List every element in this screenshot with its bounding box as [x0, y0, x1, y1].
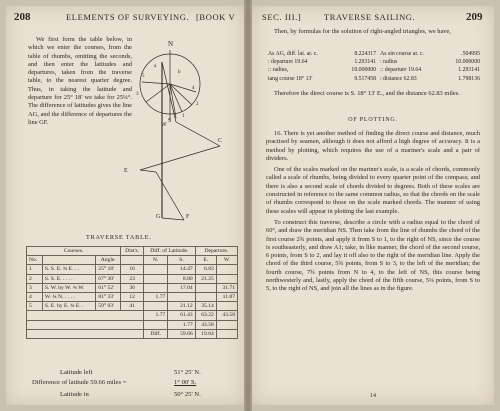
cell: [143, 283, 167, 292]
cell: 6.83: [195, 265, 216, 274]
intro-text: We first form the table below, in which we enter the courses, from the table of rhumbs, omitting the seconds, and then enter the latitudes and departures, taken from the traverse table, to the nearest quarter degree. Thus, in taking the latitude and departure for 25° 18' we take for 25¼°. The difference of latitudes gives the line AG, and the difference of departures the line GF.: [28, 36, 132, 126]
diff-row: [27, 329, 238, 338]
cell: 81° 33': [96, 292, 121, 301]
label-4: 4: [192, 86, 195, 91]
traverse-table: [26, 246, 238, 339]
cell: 9.517458: [354, 75, 377, 82]
cell: tang course 18° 13': [268, 75, 313, 82]
cell: 1.77: [143, 311, 167, 320]
section-title: OF PLOTTING.: [348, 117, 398, 123]
cell: [143, 274, 167, 283]
cell: 1.293141: [458, 67, 480, 74]
cell: [195, 283, 216, 292]
col-dists: Dist's.: [121, 247, 144, 256]
label-S: S: [168, 118, 172, 124]
cell: 2: [27, 274, 43, 283]
cell: 11.87: [216, 292, 237, 301]
cell: 59° 03': [96, 302, 121, 311]
cell: 61° 52': [96, 283, 121, 292]
totals-row: [27, 311, 238, 320]
cell: [168, 292, 195, 301]
table-row: [27, 265, 238, 274]
label-W: W: [161, 122, 167, 128]
cell: [216, 320, 237, 329]
cell: 1: [27, 265, 43, 274]
col-N: N.: [143, 256, 167, 265]
cell: 4: [27, 292, 43, 301]
conclusion-text: Therefore the direct course is S. 18° 13' E., and the distance 62.83 miles.: [274, 90, 460, 97]
cell: S. E. by E. ¾ E. .: [42, 302, 95, 311]
col-dist-blank: [121, 256, 144, 265]
cell: 1.293141: [354, 59, 377, 66]
cell: 43.58: [195, 320, 216, 329]
line-GF: [162, 218, 184, 220]
cell: [216, 274, 237, 283]
cell: :: departure: [380, 67, 407, 74]
col-course-blank: [42, 256, 95, 265]
label-1: 1: [182, 114, 185, 119]
cell: 31.71: [216, 283, 237, 292]
left-page: [6, 6, 244, 405]
cell: S. S. E. ¾ E. . .: [42, 265, 95, 274]
col-W: W.: [216, 256, 237, 265]
cell: 10.000000: [351, 67, 377, 74]
right-page-number: 209: [466, 11, 483, 23]
cell: : distance: [380, 75, 403, 82]
col-E: E.: [195, 256, 216, 265]
left-running-header: ELEMENTS OF SURVEYING.: [66, 12, 190, 22]
label-F: F: [186, 214, 190, 220]
cell: 1.77: [168, 320, 195, 329]
col-S: S.: [168, 256, 195, 265]
cell: 5: [27, 302, 43, 311]
cell: As AG, diff. lat. ar. c.: [268, 51, 318, 58]
cell: 14.47: [168, 265, 195, 274]
label-5: 5: [142, 74, 145, 79]
cell: As sin course ar. c.: [380, 51, 424, 58]
cell: 21.12: [168, 302, 195, 311]
latitude-in-label: Latitude in: [60, 391, 89, 398]
traverse-table-title: TRAVERSE TABLE.: [86, 234, 152, 241]
cell: [216, 302, 237, 311]
cell: S. S. E. . . . .: [42, 274, 95, 283]
right-conclusion: [266, 90, 480, 101]
cell: 3: [27, 283, 43, 292]
cell: : radius: [380, 59, 398, 66]
left-book-label: [BOOK V: [196, 12, 236, 22]
cell: 62.83: [403, 75, 417, 82]
cell: [195, 292, 216, 301]
cell: 23: [121, 274, 144, 283]
cell: [143, 302, 167, 311]
cell: 63.22: [195, 311, 216, 320]
label-b: b: [178, 70, 181, 75]
latitude-left-value: 51° 25' N.: [174, 369, 201, 376]
cell: 19.64: [408, 67, 422, 74]
table-row: [27, 283, 238, 292]
cell: : departure: [268, 59, 293, 66]
cell: [143, 265, 167, 274]
right-p1: [266, 28, 480, 39]
cell: :: radius,: [268, 67, 289, 74]
right-page: [252, 6, 494, 405]
col-courses: Courses.: [27, 247, 121, 256]
cell: 17.04: [168, 283, 195, 292]
cell: 21.25: [195, 274, 216, 283]
label-3: 3: [136, 92, 139, 97]
label-2: 2: [196, 102, 199, 107]
cell: 59.66: [168, 329, 195, 338]
cell: 25° 18': [96, 265, 121, 274]
latitude-left-label: Latitude left: [60, 369, 93, 376]
diff-latitude-value: 1° 00' S.: [174, 379, 197, 386]
col-departure: Departure.: [195, 247, 237, 256]
cell: 35.14: [195, 302, 216, 311]
cell: 8.224317: [354, 51, 377, 58]
label-a: a: [154, 64, 157, 69]
p1-text: Then, by formulas for the solution of right-angled triangles, we have,: [274, 28, 451, 35]
p2-text: 16. There is yet another method of finding the direct course and distance, much practised by seamen, although it does not afford a high degree of accuracy. It is a method by plotting, which requires the use of a mariner's scale and a pair of dividers.: [266, 130, 480, 162]
cell: 36: [121, 283, 144, 292]
label-E: E: [124, 168, 128, 174]
cell: 16: [121, 265, 144, 274]
plotting-diagram: [132, 42, 238, 222]
cell: W. ¾ N. . . . .: [42, 292, 95, 301]
col-diff-lat: Diff. of Latitude.: [143, 247, 195, 256]
label-N: N: [168, 40, 174, 48]
cell: 1.77: [143, 292, 167, 301]
cell: .504995: [461, 51, 480, 58]
diff-label: Diff.: [143, 329, 167, 338]
table-row: [27, 292, 238, 301]
formula-table: [266, 50, 482, 83]
cell: 41: [121, 302, 144, 311]
cell: 67° 30': [96, 274, 121, 283]
latitude-in-value: 50° 25' N.: [174, 391, 201, 398]
cell: 1.798136: [458, 75, 480, 82]
cell: 8.80: [168, 274, 195, 283]
cell: 19.64: [294, 59, 308, 66]
cell: 10.000000: [455, 59, 480, 66]
cell: 43.58: [216, 311, 237, 320]
cell: S. W. by W. ¾ W.: [42, 283, 95, 292]
left-page-number: 208: [14, 11, 31, 23]
table-row: [27, 274, 238, 283]
cell: 19.64: [195, 329, 216, 338]
right-body: [266, 130, 480, 297]
right-section-label: SEC. III.]: [262, 12, 302, 22]
right-running-header: TRAVERSE SAILING.: [324, 12, 416, 22]
cell: 12: [121, 292, 144, 301]
book-gutter: [244, 0, 252, 411]
left-intro-paragraph: [28, 36, 132, 130]
label-G: G: [156, 214, 161, 220]
col-no: No.: [27, 256, 43, 265]
cell: 61.43: [168, 311, 195, 320]
col-angle: Angle.: [96, 256, 121, 265]
p3-text: One of the scales marked on the mariner's scale, is a scale of chords, commonly called a scale of rhumbs, being divided to every quarter point of the compass; and there is also a second scale of chords divided to degrees. Both of these scales are constructed in reference to the same common radius, so that the chords on the scale of rhumbs correspond to those on the scale marked chords. The manner of using these scales will appear in plotting the last example.: [266, 166, 480, 215]
cell: [143, 320, 167, 329]
label-C: C: [218, 138, 223, 144]
diff-latitude-label: Difference of latitude 59.66 miles =: [32, 379, 127, 386]
cell: [216, 265, 237, 274]
footer-number: 14: [370, 393, 376, 399]
p4-text: To construct this traverse, describe a circle with a radius equal to the chord of 60°, and draw the meridian NS. Then take from the line of rhumbs the chord of the first course 2¾ points, and apply it from S to 1, to the right of NS, since the course is southeasterly, and draw A1; take, in like manner, the chord of the second course, 6 points, from S to 2, and lay it off also to the right of the meridian line. Apply the chord of the third course, 5¾ points, from S to 3, to the left of the meridian; the fourth course, 7¾ points from N to 4, to the left of NS, this course being northwesterly and, lastly, apply the chord of the fifth course, 5¼ points, from S to 5, to the right of NS, and join all the lines as in the figure.: [266, 218, 480, 293]
subtract-row: [27, 320, 238, 329]
table-row: [27, 302, 238, 311]
